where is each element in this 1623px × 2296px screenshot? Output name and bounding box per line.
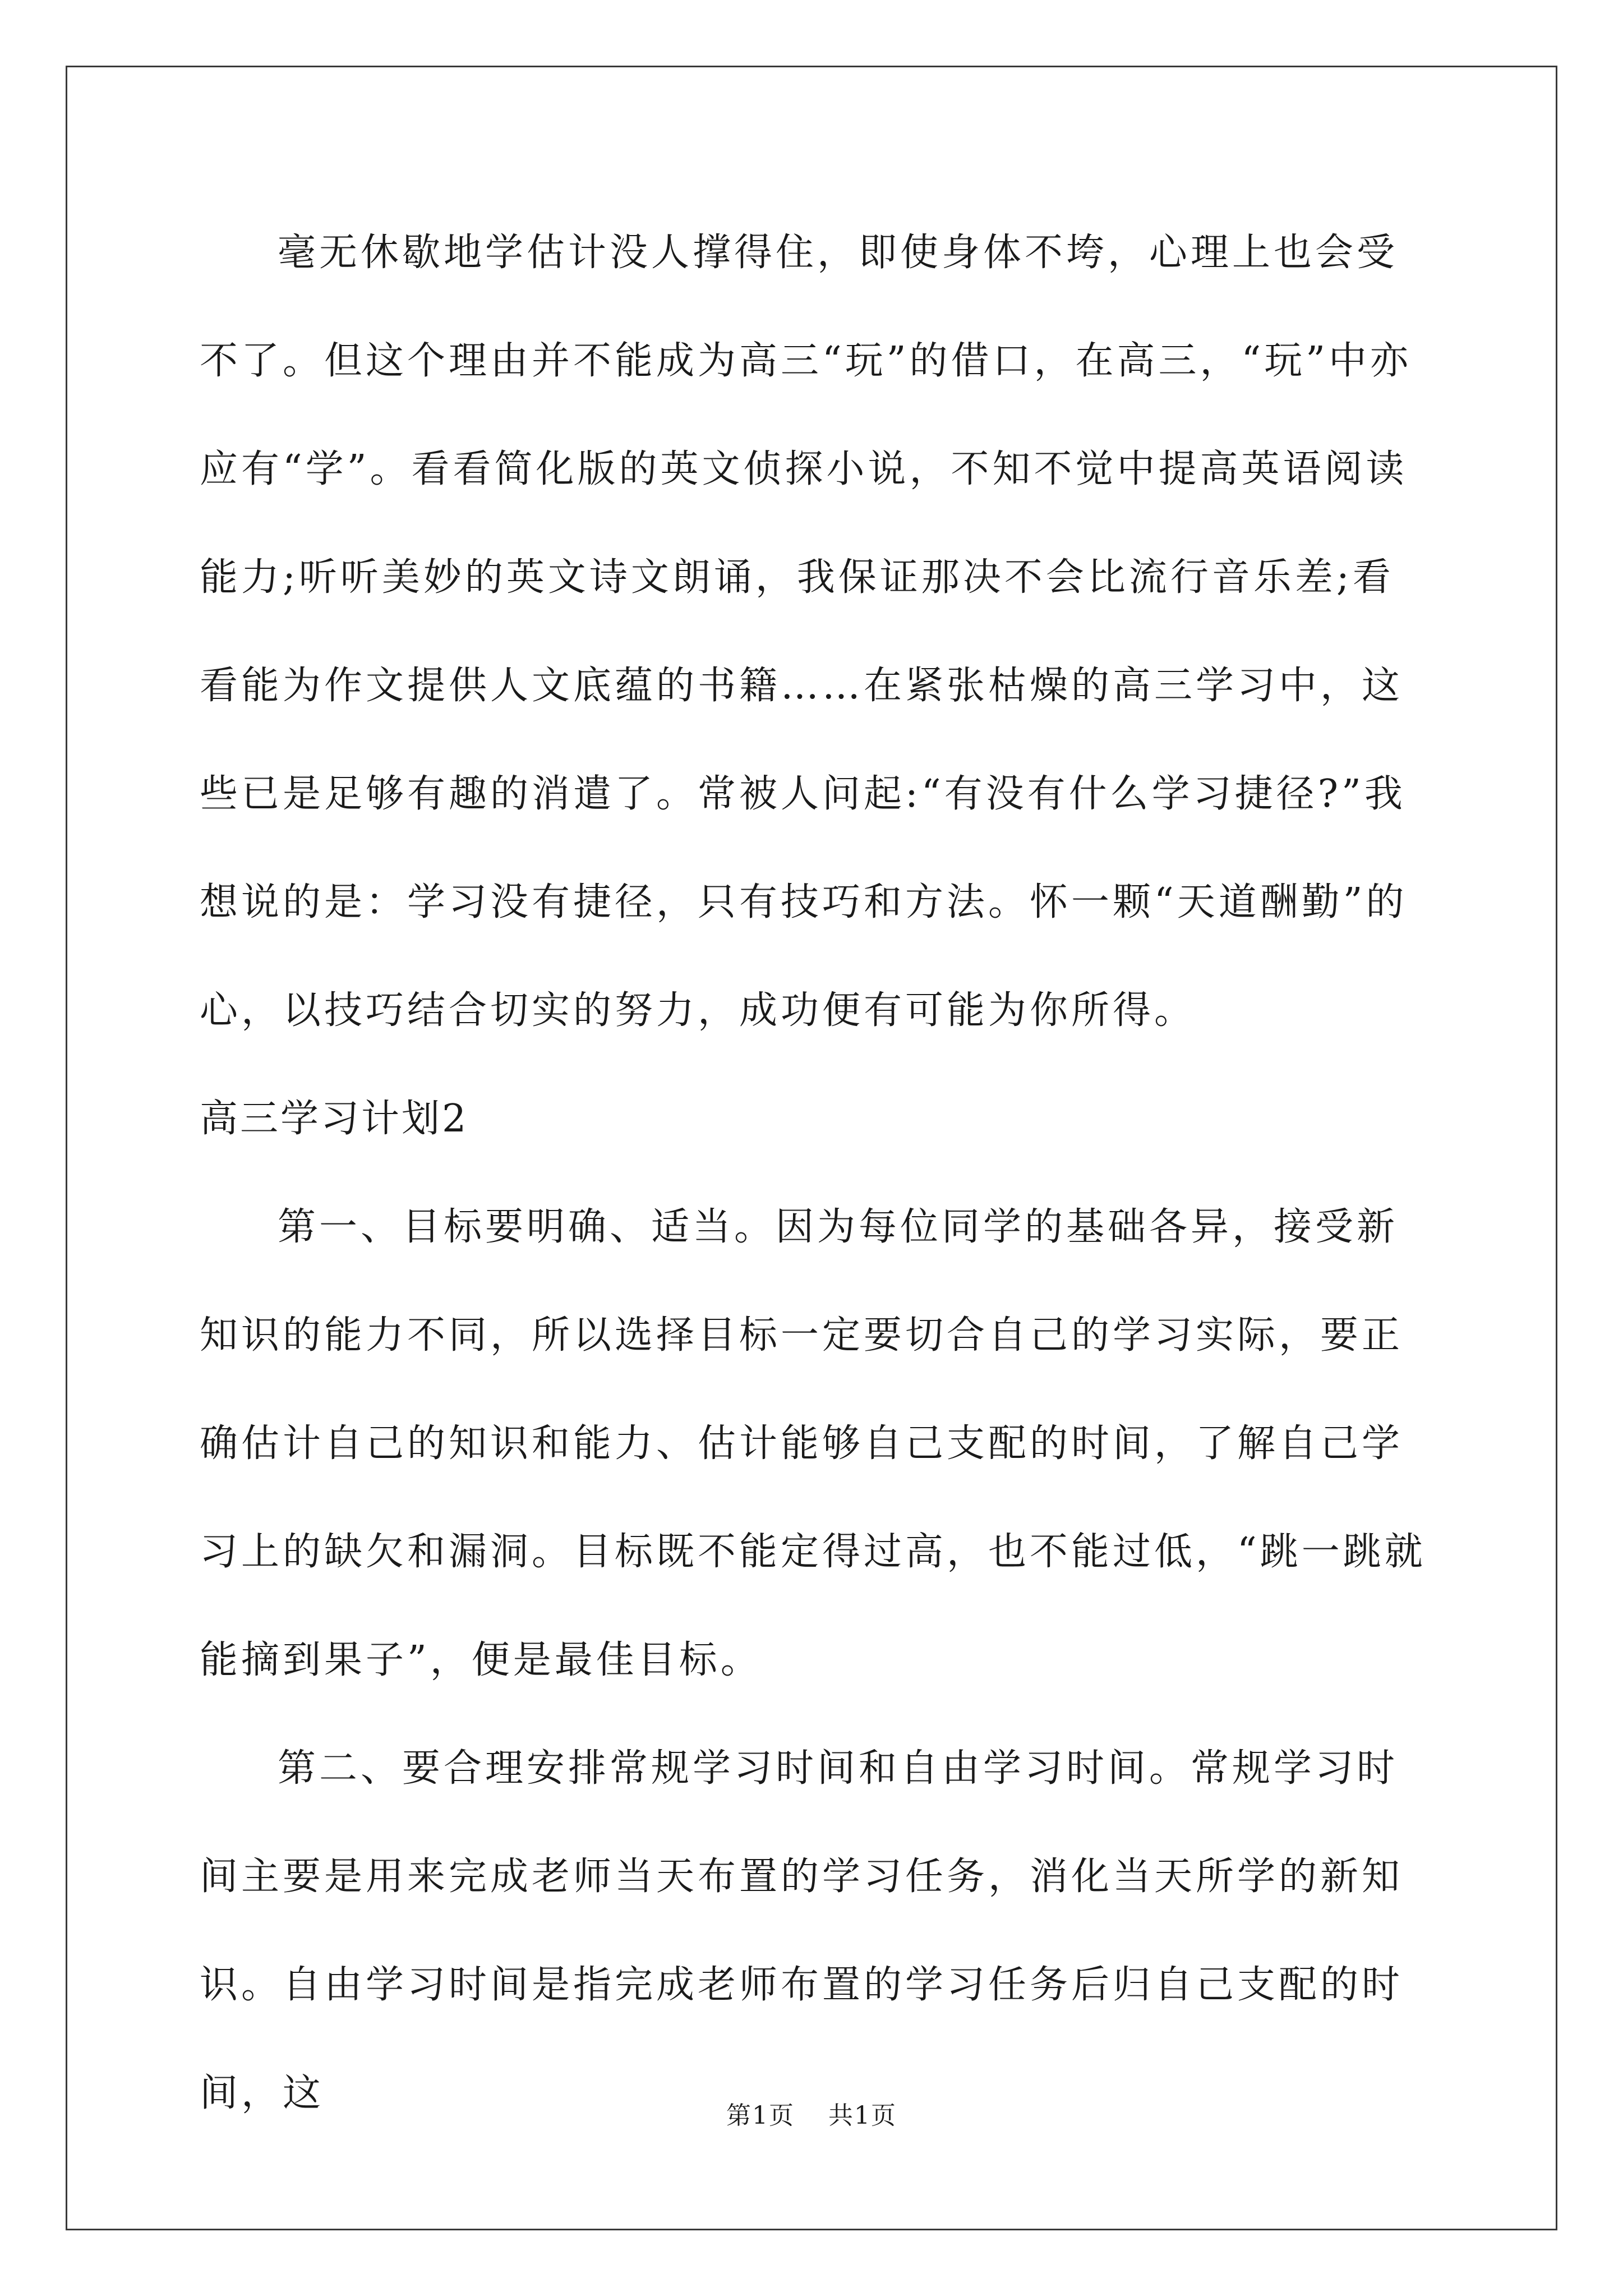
page-number-total: 共1页 xyxy=(828,2101,897,2130)
body-paragraph-2: 第一、目标要明确、适当。因为每位同学的基础各异，接受新知识的能力不同，所以选择目标一定要切合自己的学习实际，要正确估计自己的知识和能力、估计能够自己支配的时间，了解自己学习上的缺欠和漏洞。目标既不能定得过高，也不能过低，“跳一跳就能摘到果子”，便是最佳目标。 xyxy=(200,1205,1426,1682)
body-paragraph-3: 第二、要合理安排常规学习时间和自由学习时间。常规学习时间主要是用来完成老师当天布置的学习任务，消化当天所学的新知识。自由学习时间是指完成老师布置的学习任务后归自己支配的时间，这 xyxy=(200,1746,1404,2115)
body-paragraph-1: 毫无休歇地学估计没人撑得住，即使身体不垮，心理上也会受不了。但这个理由并不能成为高三“玩”的借口，在高三，“玩”中亦应有“学”。看看简化版的英文侦探小说，不知不觉中提高英语阅读能力;听听美妙的英文诗文朗诵，我保证那决不会比流行音乐差;看看能为作文提供人文底蕴的书籍……在紧张枯燥的高三学习中，这些已是足够有趣的消遣了。常被人问起:“有没有什么学习捷径?”我想说的是：学习没有捷径，只有技巧和方法。怀一颗“天道酬勤”的心，以技巧结合切实的努力，成功便有可能为你所得。 xyxy=(200,231,1412,1033)
page-footer xyxy=(0,2099,1623,2133)
page-number-current: 第1页 xyxy=(726,2101,795,2130)
section-heading: 高三学习计划2 xyxy=(200,1097,469,1141)
